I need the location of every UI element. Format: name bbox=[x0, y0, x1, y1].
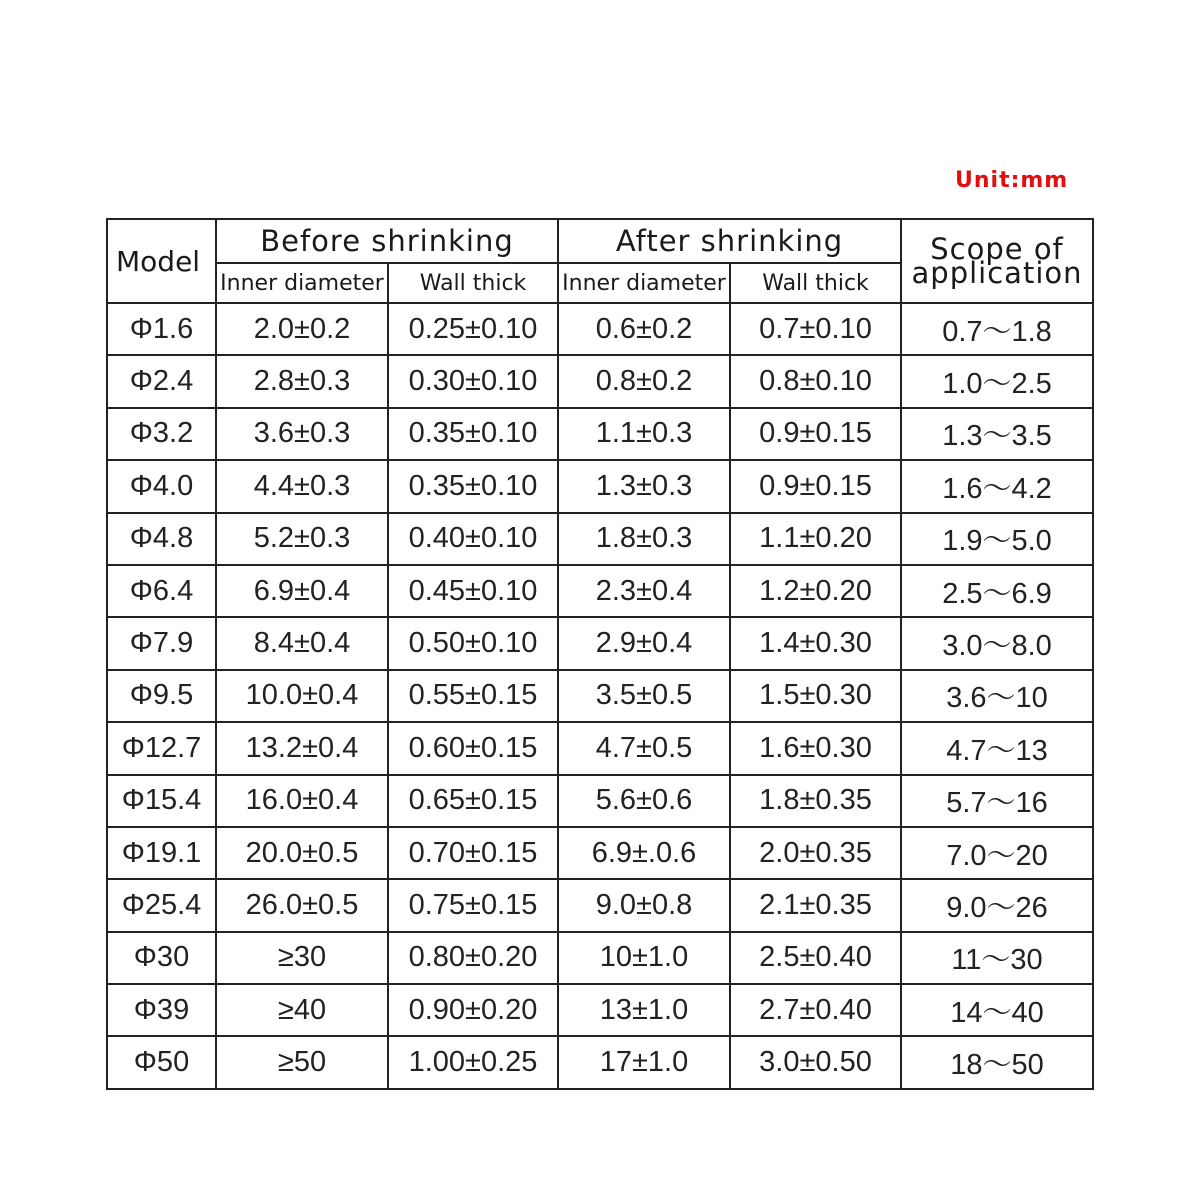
cell-scope-of-application: 1.0～2.5 bbox=[901, 355, 1093, 407]
cell-after-wall-thick: 2.0±0.35 bbox=[730, 827, 901, 879]
table-row bbox=[107, 722, 1093, 774]
cell-scope-of-application: 1.9～5.0 bbox=[901, 513, 1093, 565]
cell-scope-of-application: 14～40 bbox=[901, 984, 1093, 1036]
header-after-inner-diameter: Inner diameter bbox=[558, 263, 730, 303]
cell-scope-of-application: 9.0～26 bbox=[901, 879, 1093, 931]
cell-after-wall-thick: 0.9±0.15 bbox=[730, 460, 901, 512]
cell-before-inner-diameter: ≥50 bbox=[216, 1036, 388, 1088]
cell-model: Φ12.7 bbox=[107, 722, 216, 774]
header-before-inner-diameter: Inner diameter bbox=[216, 263, 388, 303]
table-row bbox=[107, 565, 1093, 617]
cell-after-inner-diameter: 0.6±0.2 bbox=[558, 303, 730, 355]
cell-scope-of-application: 3.6～10 bbox=[901, 670, 1093, 722]
cell-after-inner-diameter: 1.3±0.3 bbox=[558, 460, 730, 512]
cell-before-inner-diameter: 13.2±0.4 bbox=[216, 722, 388, 774]
table-header bbox=[107, 219, 1093, 303]
header-before-shrinking: Before shrinking bbox=[216, 219, 558, 263]
cell-scope-of-application: 2.5～6.9 bbox=[901, 565, 1093, 617]
cell-before-wall-thick: 0.75±0.15 bbox=[388, 879, 558, 931]
cell-model: Φ2.4 bbox=[107, 355, 216, 407]
cell-before-wall-thick: 0.35±0.10 bbox=[388, 460, 558, 512]
cell-scope-of-application: 18～50 bbox=[901, 1036, 1093, 1088]
cell-before-inner-diameter: 6.9±0.4 bbox=[216, 565, 388, 617]
cell-model: Φ30 bbox=[107, 932, 216, 984]
cell-after-inner-diameter: 10±1.0 bbox=[558, 932, 730, 984]
table-body bbox=[107, 303, 1093, 1089]
cell-after-inner-diameter: 0.8±0.2 bbox=[558, 355, 730, 407]
cell-scope-of-application: 1.3～3.5 bbox=[901, 408, 1093, 460]
cell-before-inner-diameter: 8.4±0.4 bbox=[216, 617, 388, 669]
table-row bbox=[107, 932, 1093, 984]
cell-before-inner-diameter: 4.4±0.3 bbox=[216, 460, 388, 512]
table-row bbox=[107, 513, 1093, 565]
cell-before-inner-diameter: 26.0±0.5 bbox=[216, 879, 388, 931]
cell-before-inner-diameter: ≥40 bbox=[216, 984, 388, 1036]
cell-after-wall-thick: 1.8±0.35 bbox=[730, 775, 901, 827]
cell-model: Φ7.9 bbox=[107, 617, 216, 669]
header-scope-line2: application bbox=[911, 256, 1083, 290]
spec-table bbox=[106, 218, 1094, 1090]
cell-model: Φ39 bbox=[107, 984, 216, 1036]
cell-scope-of-application: 1.6～4.2 bbox=[901, 460, 1093, 512]
cell-after-inner-diameter: 2.3±0.4 bbox=[558, 565, 730, 617]
cell-after-wall-thick: 0.8±0.10 bbox=[730, 355, 901, 407]
header-scope-line1: Scope of bbox=[930, 232, 1064, 266]
cell-before-inner-diameter: ≥30 bbox=[216, 932, 388, 984]
cell-before-inner-diameter: 5.2±0.3 bbox=[216, 513, 388, 565]
cell-scope-of-application: 5.7～16 bbox=[901, 775, 1093, 827]
cell-model: Φ50 bbox=[107, 1036, 216, 1088]
cell-before-wall-thick: 0.45±0.10 bbox=[388, 565, 558, 617]
cell-before-wall-thick: 0.90±0.20 bbox=[388, 984, 558, 1036]
cell-scope-of-application: 11～30 bbox=[901, 932, 1093, 984]
table-row bbox=[107, 775, 1093, 827]
cell-before-inner-diameter: 2.8±0.3 bbox=[216, 355, 388, 407]
cell-before-wall-thick: 0.25±0.10 bbox=[388, 303, 558, 355]
cell-after-inner-diameter: 2.9±0.4 bbox=[558, 617, 730, 669]
cell-after-wall-thick: 1.6±0.30 bbox=[730, 722, 901, 774]
cell-before-wall-thick: 0.60±0.15 bbox=[388, 722, 558, 774]
cell-before-wall-thick: 0.70±0.15 bbox=[388, 827, 558, 879]
cell-after-inner-diameter: 1.8±0.3 bbox=[558, 513, 730, 565]
cell-before-wall-thick: 0.65±0.15 bbox=[388, 775, 558, 827]
table-row bbox=[107, 617, 1093, 669]
cell-model: Φ4.8 bbox=[107, 513, 216, 565]
cell-after-inner-diameter: 13±1.0 bbox=[558, 984, 730, 1036]
cell-after-inner-diameter: 4.7±0.5 bbox=[558, 722, 730, 774]
cell-model: Φ19.1 bbox=[107, 827, 216, 879]
table-row bbox=[107, 355, 1093, 407]
cell-after-wall-thick: 1.2±0.20 bbox=[730, 565, 901, 617]
cell-model: Φ15.4 bbox=[107, 775, 216, 827]
cell-after-inner-diameter: 3.5±0.5 bbox=[558, 670, 730, 722]
cell-after-wall-thick: 1.4±0.30 bbox=[730, 617, 901, 669]
cell-scope-of-application: 0.7～1.8 bbox=[901, 303, 1093, 355]
header-scope-of-application bbox=[901, 219, 1093, 303]
cell-before-inner-diameter: 2.0±0.2 bbox=[216, 303, 388, 355]
cell-model: Φ9.5 bbox=[107, 670, 216, 722]
header-after-wall-thick: Wall thick bbox=[730, 263, 901, 303]
table-row bbox=[107, 879, 1093, 931]
cell-before-wall-thick: 0.40±0.10 bbox=[388, 513, 558, 565]
table-row bbox=[107, 827, 1093, 879]
cell-before-wall-thick: 0.35±0.10 bbox=[388, 408, 558, 460]
cell-after-inner-diameter: 6.9±.0.6 bbox=[558, 827, 730, 879]
cell-before-wall-thick: 0.50±0.10 bbox=[388, 617, 558, 669]
cell-after-wall-thick: 2.5±0.40 bbox=[730, 932, 901, 984]
cell-after-wall-thick: 3.0±0.50 bbox=[730, 1036, 901, 1088]
cell-model: Φ6.4 bbox=[107, 565, 216, 617]
cell-before-inner-diameter: 20.0±0.5 bbox=[216, 827, 388, 879]
table-row bbox=[107, 460, 1093, 512]
header-before-wall-thick: Wall thick bbox=[388, 263, 558, 303]
cell-after-wall-thick: 2.7±0.40 bbox=[730, 984, 901, 1036]
cell-after-inner-diameter: 17±1.0 bbox=[558, 1036, 730, 1088]
cell-scope-of-application: 4.7～13 bbox=[901, 722, 1093, 774]
cell-after-wall-thick: 0.7±0.10 bbox=[730, 303, 901, 355]
unit-label: Unit:mm bbox=[955, 168, 1069, 193]
cell-before-wall-thick: 1.00±0.25 bbox=[388, 1036, 558, 1088]
cell-after-wall-thick: 0.9±0.15 bbox=[730, 408, 901, 460]
cell-model: Φ3.2 bbox=[107, 408, 216, 460]
cell-after-inner-diameter: 5.6±0.6 bbox=[558, 775, 730, 827]
header-after-shrinking: After shrinking bbox=[558, 219, 901, 263]
cell-before-inner-diameter: 3.6±0.3 bbox=[216, 408, 388, 460]
table-row bbox=[107, 408, 1093, 460]
cell-model: Φ4.0 bbox=[107, 460, 216, 512]
cell-scope-of-application: 7.0～20 bbox=[901, 827, 1093, 879]
table-row bbox=[107, 303, 1093, 355]
cell-before-inner-diameter: 10.0±0.4 bbox=[216, 670, 388, 722]
cell-model: Φ1.6 bbox=[107, 303, 216, 355]
cell-before-wall-thick: 0.30±0.10 bbox=[388, 355, 558, 407]
cell-model: Φ25.4 bbox=[107, 879, 216, 931]
cell-after-wall-thick: 1.1±0.20 bbox=[730, 513, 901, 565]
cell-after-inner-diameter: 1.1±0.3 bbox=[558, 408, 730, 460]
cell-before-wall-thick: 0.80±0.20 bbox=[388, 932, 558, 984]
cell-before-wall-thick: 0.55±0.15 bbox=[388, 670, 558, 722]
cell-before-inner-diameter: 16.0±0.4 bbox=[216, 775, 388, 827]
cell-scope-of-application: 3.0～8.0 bbox=[901, 617, 1093, 669]
header-model: Model bbox=[107, 219, 216, 303]
cell-after-wall-thick: 2.1±0.35 bbox=[730, 879, 901, 931]
table-row bbox=[107, 1036, 1093, 1088]
cell-after-inner-diameter: 9.0±0.8 bbox=[558, 879, 730, 931]
table-row bbox=[107, 670, 1093, 722]
table-row bbox=[107, 984, 1093, 1036]
cell-after-wall-thick: 1.5±0.30 bbox=[730, 670, 901, 722]
